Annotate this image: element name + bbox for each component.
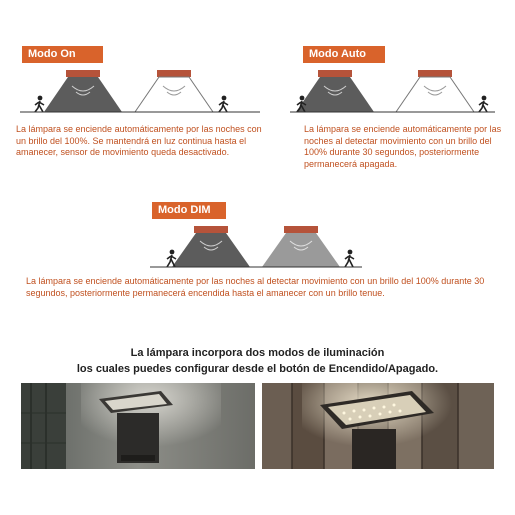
mode-on-description: La lámpara se enciende automáticamente por las noches con un brillo del 100%. Se mantendrá en luz continua hasta el amanecer, sensor de movimiento queda desactivado. — [16, 124, 262, 157]
headline-line-1: La lámpara incorpora dos modos de iluminación — [130, 347, 385, 359]
lamp-icon — [194, 226, 228, 233]
person-walking-icon — [219, 96, 228, 112]
mode-auto-illustration — [290, 68, 500, 118]
lamp-icon — [66, 70, 100, 77]
mode-auto-badge: Modo Auto — [303, 46, 385, 63]
lamp-icon — [284, 226, 318, 233]
mode-dim-description: La lámpara se enciende automáticamente por las noches al detectar movimiento con un brillo del 100% durante 30 segundos, posteriormente permanecerá encendida hasta el amanecer con un brillo tenue. — [26, 276, 485, 298]
headline-line-2: los cuales puedes configurar desde el botón de Encendido/Apagado. — [76, 363, 439, 375]
mode-auto-description: La lámpara se enciende automáticamente por las noches al detectar movimiento con un brillo del 100% durante 30 segundos, posteriormente permanecerá apagada. — [304, 124, 502, 169]
lamp-icon — [418, 70, 452, 77]
mode-dim-badge: Modo DIM — [152, 202, 226, 219]
mode-dim-illustration — [150, 224, 365, 270]
mode-on-badge: Modo On — [22, 46, 103, 63]
person-walking-icon — [35, 96, 44, 112]
person-walking-icon — [479, 96, 488, 112]
product-photo-right — [262, 383, 494, 469]
product-photo-left — [21, 383, 255, 469]
person-walking-icon — [345, 250, 354, 267]
lamp-icon — [318, 70, 352, 77]
mode-on-illustration — [20, 68, 270, 118]
lamp-icon — [157, 70, 191, 77]
